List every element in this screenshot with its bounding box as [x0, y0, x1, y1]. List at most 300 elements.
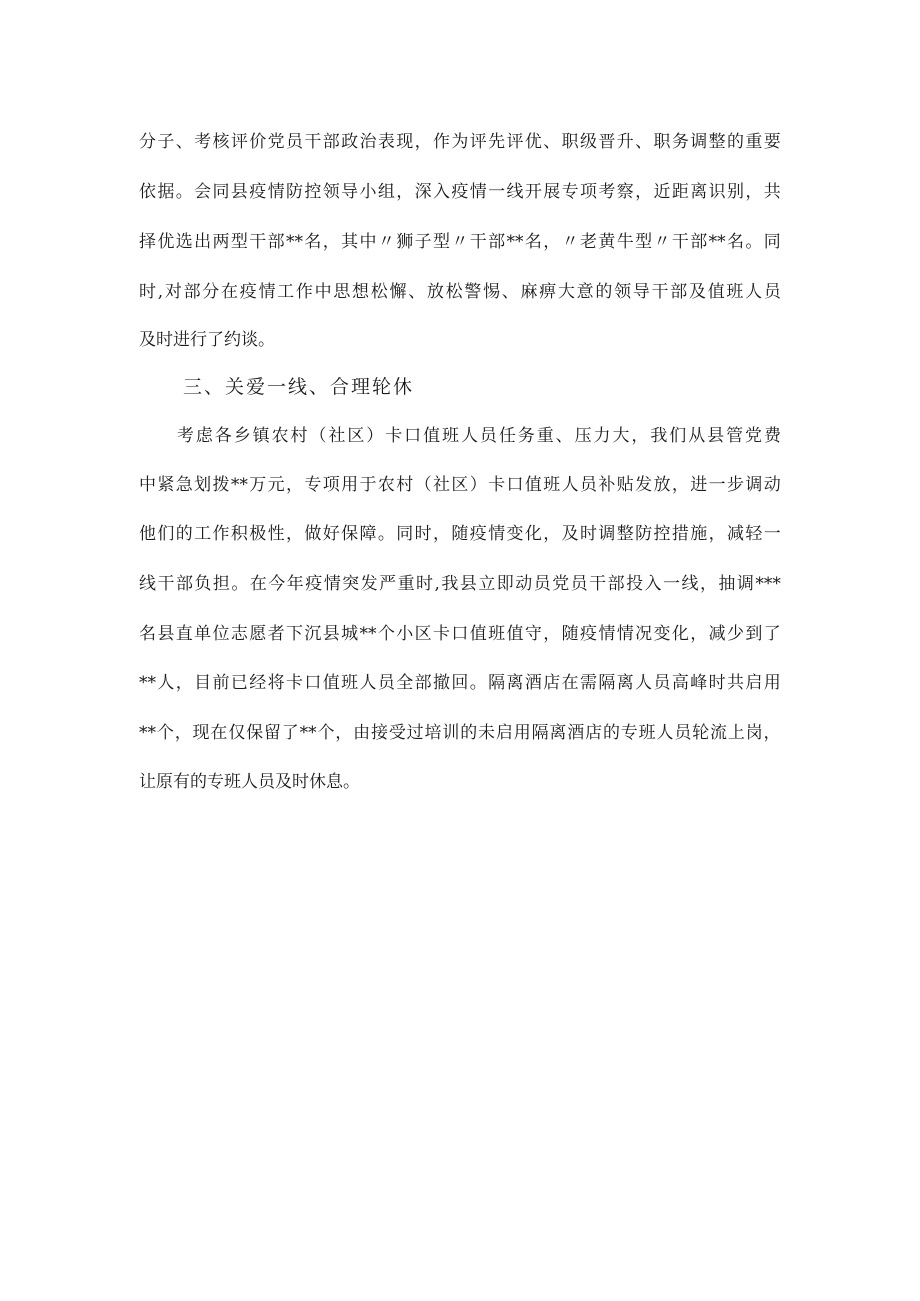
text-char: 务: [517, 426, 535, 446]
text-char: 的: [602, 723, 620, 743]
text-char: 贴: [616, 475, 634, 495]
text-char: 型: [230, 232, 248, 252]
text-char: 员: [580, 475, 597, 495]
text-char: 专: [620, 723, 638, 743]
text-char: 拨: [212, 475, 230, 495]
text-char: ，: [335, 723, 353, 743]
text-char: 部: [488, 232, 506, 252]
text-char: **: [299, 723, 317, 743]
text-char: 干: [671, 232, 689, 252]
text-char: 县: [459, 574, 477, 594]
text-char: 干: [651, 282, 669, 302]
text-char: 虑: [195, 426, 213, 446]
text-char: 近: [653, 182, 671, 202]
text-char: 控: [304, 182, 322, 202]
text-char: 值: [469, 624, 487, 644]
text-char: 的: [175, 524, 193, 544]
text-char: 现: [396, 132, 414, 152]
text-char: 干: [157, 574, 175, 594]
text-char: 个: [156, 723, 174, 743]
text-char: 化: [671, 624, 689, 644]
text-char: 表: [377, 132, 395, 152]
text-char: ，: [286, 475, 303, 495]
text-char: 班: [638, 723, 656, 743]
text-char: 发: [635, 475, 653, 495]
text-char: 政: [341, 132, 359, 152]
text-char: 情: [616, 624, 634, 644]
text-char: 。: [745, 232, 763, 252]
text-char: 晋: [598, 132, 616, 152]
text-char: 名: [524, 232, 542, 252]
text-char: 班: [488, 624, 506, 644]
text-char: 今: [268, 574, 286, 594]
text-char: 小: [396, 624, 414, 644]
text-char: 小: [359, 182, 377, 202]
text-char: 职: [561, 132, 579, 152]
text-char: ，: [543, 232, 561, 252]
text-char: 麻: [520, 282, 538, 302]
text-char: 补: [598, 475, 616, 495]
text-char: 个: [317, 723, 335, 743]
text-char: 人: [635, 673, 653, 693]
text-char: 放: [426, 282, 444, 302]
text-char: 岗: [745, 723, 763, 743]
text-char: 隔: [531, 723, 549, 743]
text-char: 共: [727, 673, 744, 693]
text-char: 轮: [692, 723, 710, 743]
text-char: 班: [726, 282, 744, 302]
text-char: 流: [710, 723, 727, 743]
text-char: 分: [202, 282, 220, 302]
text-char: ,: [434, 574, 440, 594]
text-char: 下: [286, 624, 303, 644]
text-char: 部: [670, 282, 688, 302]
text-char: 、: [543, 132, 561, 152]
text-char: 调: [598, 524, 616, 544]
paragraph-line: [139, 473, 781, 497]
text-char: 作: [295, 282, 313, 302]
text-char: 值: [707, 282, 725, 302]
text-char: 依: [139, 182, 156, 202]
text-char: 别: [727, 182, 744, 202]
text-char: 农: [377, 475, 395, 495]
text-char: 、: [175, 132, 193, 152]
text-char: 立: [478, 574, 496, 594]
text-char: 口: [304, 673, 322, 693]
text-char: ，: [699, 574, 717, 594]
paragraph-line: 及时进行了约谈。: [139, 330, 275, 350]
text-char: 时: [580, 524, 597, 544]
text-char: 情: [469, 182, 487, 202]
text-char: 时: [708, 673, 726, 693]
text-char: 部: [607, 574, 625, 594]
text-char: 牛: [616, 232, 634, 252]
paragraph-line: [139, 280, 781, 304]
text-char: 村: [290, 426, 308, 446]
text-char: 位: [212, 624, 230, 644]
text-char: 我: [650, 426, 668, 446]
text-char: 入: [644, 574, 662, 594]
text-char: 在: [221, 282, 238, 302]
text-char: 线: [506, 182, 524, 202]
text-char: 部: [322, 132, 340, 152]
text-char: 启: [745, 673, 763, 693]
text-char: 务: [671, 132, 689, 152]
text-char: 任: [498, 426, 516, 446]
text-char: 减: [708, 624, 726, 644]
text-char: 重: [536, 426, 554, 446]
text-char: 项: [322, 475, 340, 495]
text-char: 值: [506, 624, 524, 644]
text-char: 懈: [389, 282, 407, 302]
text-char: 仅: [228, 723, 246, 743]
paragraph-line: [139, 230, 781, 254]
text-char: 大: [557, 282, 575, 302]
text-char: 进: [690, 475, 708, 495]
text-char: 况: [635, 624, 653, 644]
text-char: 用: [513, 723, 531, 743]
text-char: 店: [543, 673, 561, 693]
text-char: 重: [397, 574, 415, 594]
text-char: 干: [304, 132, 322, 152]
text-char: 担: [212, 574, 230, 594]
text-char: 员: [377, 673, 395, 693]
text-char: 情: [323, 574, 341, 594]
text-char: 店: [585, 723, 603, 743]
text-char: 导: [632, 282, 650, 302]
text-char: ）: [469, 475, 487, 495]
text-char: 了: [763, 624, 781, 644]
text-char: 人: [157, 673, 175, 693]
text-char: 时: [414, 524, 432, 544]
text-char: 卡: [433, 624, 450, 644]
text-char: 距: [671, 182, 689, 202]
text-char: ***: [755, 574, 781, 594]
text-char: ，: [286, 524, 303, 544]
text-char: 型: [433, 232, 450, 252]
text-char: 即: [496, 574, 514, 594]
text-char: 经: [249, 673, 267, 693]
text-char: 回: [451, 673, 469, 693]
text-char: 防: [286, 182, 303, 202]
text-char: 保: [341, 524, 359, 544]
text-char: 调: [690, 132, 708, 152]
text-char: 费: [763, 426, 781, 446]
text-char: 卡: [385, 426, 403, 446]
text-char: 目: [194, 673, 212, 693]
text-char: 部: [175, 574, 193, 594]
text-char: 未: [478, 723, 496, 743]
text-char: 会: [194, 182, 212, 202]
text-char: 离: [616, 673, 634, 693]
text-char: 员: [533, 574, 551, 594]
text-char: 酒: [567, 723, 585, 743]
text-char: 减: [727, 524, 744, 544]
text-char: 训: [442, 723, 460, 743]
text-char: 撤: [433, 673, 450, 693]
text-char: 班: [543, 475, 561, 495]
text-char: ,: [157, 282, 164, 302]
text-char: 在: [561, 673, 579, 693]
text-char: 型: [635, 232, 653, 252]
text-char: 区: [451, 475, 469, 495]
text-char: 极: [249, 524, 267, 544]
text-char: 动: [763, 475, 781, 495]
text-char: 〃: [451, 232, 469, 252]
text-char: 评: [469, 132, 487, 152]
text-char: 留: [263, 723, 281, 743]
text-char: 领: [614, 282, 632, 302]
text-char: ，: [543, 524, 561, 544]
text-char: 隔: [598, 673, 616, 693]
text-char: 由: [353, 723, 371, 743]
text-char: 口: [404, 426, 422, 446]
text-char: 优: [524, 132, 542, 152]
text-char: 先: [488, 132, 506, 152]
text-char: 线: [139, 574, 156, 594]
text-char: ，: [690, 624, 708, 644]
text-char: 组: [377, 182, 395, 202]
text-char: 名: [727, 232, 744, 252]
text-char: 者: [267, 624, 285, 644]
text-char: 障: [359, 524, 377, 544]
text-char: 全: [396, 673, 414, 693]
text-char: 高: [671, 673, 689, 693]
text-char: 用: [341, 475, 359, 495]
text-char: 突: [342, 574, 360, 594]
text-char: 已: [230, 673, 248, 693]
text-char: 子: [157, 132, 175, 152]
text-char: 核: [212, 132, 230, 152]
text-char: ，: [671, 475, 689, 495]
text-char: 干: [589, 574, 607, 594]
text-char: 察: [616, 182, 634, 202]
text-char: 村: [396, 475, 414, 495]
text-char: 将: [267, 673, 285, 693]
paragraph-line: [139, 622, 781, 646]
text-char: 时: [139, 282, 156, 302]
text-char: 个: [377, 624, 395, 644]
text-char: 值: [524, 475, 542, 495]
text-char: 老: [580, 232, 597, 252]
text-char: 评: [230, 132, 248, 152]
text-char: 步: [727, 475, 744, 495]
text-char: 一: [763, 524, 781, 544]
text-char: 职: [653, 132, 671, 152]
text-char: 、: [501, 282, 519, 302]
section-heading: 三、关爱一线、合理轮休: [183, 376, 415, 398]
text-char: 、: [635, 132, 653, 152]
text-char: 及: [561, 524, 579, 544]
text-char: 他: [139, 524, 156, 544]
text-char: 人: [561, 475, 579, 495]
text-char: 。: [469, 673, 487, 693]
paragraph-line: [139, 671, 781, 695]
text-char: 领: [322, 182, 340, 202]
text-char: 发: [360, 574, 378, 594]
text-char: ，: [433, 524, 450, 544]
text-char: 峰: [690, 673, 708, 693]
text-char: 干: [249, 232, 267, 252]
text-char: 在: [210, 723, 228, 743]
text-char: 们: [157, 524, 175, 544]
text-char: ，: [635, 182, 653, 202]
text-char: 管: [726, 426, 744, 446]
text-char: 在: [249, 574, 267, 594]
text-char: 为: [451, 132, 469, 152]
text-char: 优: [157, 232, 175, 252]
text-char: 员: [570, 574, 588, 594]
text-char: 开: [524, 182, 542, 202]
text-char: 要: [763, 132, 781, 152]
text-char: 作: [433, 132, 450, 152]
text-char: 用: [763, 673, 781, 693]
text-char: 班: [442, 426, 459, 446]
text-char: 社: [328, 426, 346, 446]
text-char: 、: [555, 426, 573, 446]
text-char: 离: [506, 673, 524, 693]
text-char: 上: [727, 723, 745, 743]
text-char: 惕: [483, 282, 501, 302]
text-char: ，: [175, 673, 193, 693]
text-char: 培: [424, 723, 442, 743]
text-char: ，: [763, 723, 781, 743]
text-char: ，: [745, 182, 763, 202]
text-char: 农: [271, 426, 289, 446]
text-char: 一: [663, 574, 680, 594]
text-char: 作: [212, 524, 230, 544]
text-char: 县: [230, 182, 248, 202]
text-char: 措: [671, 524, 689, 544]
text-char: 共: [763, 182, 781, 202]
text-char: 线: [681, 574, 699, 594]
text-char: 名: [304, 232, 322, 252]
text-char: 到: [745, 624, 763, 644]
text-char: 出: [194, 232, 212, 252]
text-char: 专: [304, 475, 322, 495]
text-char: 疫: [469, 524, 487, 544]
text-char: 〃: [653, 232, 671, 252]
text-char: 变: [506, 524, 524, 544]
text-char: 受: [388, 723, 406, 743]
text-char: ，: [174, 723, 192, 743]
text-char: 同: [763, 232, 781, 252]
text-char: 接: [370, 723, 388, 743]
text-char: ，: [396, 182, 414, 202]
text-char: 同: [396, 524, 414, 544]
text-char: 轻: [745, 524, 763, 544]
text-char: 乡: [233, 426, 251, 446]
text-char: **: [230, 475, 248, 495]
text-char: 评: [506, 132, 524, 152]
text-char: 于: [359, 475, 377, 495]
text-char: 择: [139, 232, 156, 252]
text-char: 我: [441, 574, 459, 594]
text-char: 员: [286, 132, 303, 152]
text-char: ，: [414, 132, 432, 152]
text-char: 员: [763, 282, 781, 302]
text-char: 。: [231, 574, 249, 594]
text-char: 员: [653, 673, 671, 693]
text-char: 镇: [252, 426, 270, 446]
text-char: 严: [379, 574, 397, 594]
text-char: 口: [506, 475, 524, 495]
text-char: 部: [267, 232, 285, 252]
text-char: ，: [631, 426, 649, 446]
text-char: **: [506, 232, 524, 252]
text-char: 随: [561, 624, 579, 644]
text-char: 年: [286, 574, 304, 594]
text-char: 施: [690, 524, 708, 544]
text-char: 人: [359, 673, 377, 693]
text-char: 隔: [488, 673, 506, 693]
text-char: 值: [322, 673, 340, 693]
text-char: 愿: [249, 624, 267, 644]
text-char: 升: [616, 132, 634, 152]
paragraph-line: [139, 721, 781, 745]
text-char: 考: [194, 132, 212, 152]
text-char: 好: [322, 524, 340, 544]
text-char: 大: [612, 426, 630, 446]
text-char: 据: [157, 182, 175, 202]
text-char: 疫: [239, 282, 257, 302]
text-char: 同: [212, 182, 230, 202]
text-char: 动: [515, 574, 533, 594]
text-char: 少: [727, 624, 744, 644]
text-char: 深: [414, 182, 432, 202]
text-char: 展: [543, 182, 561, 202]
text-char: 导: [341, 182, 359, 202]
text-char: 人: [656, 723, 674, 743]
text-char: 调: [736, 574, 754, 594]
text-char: 中: [314, 282, 332, 302]
text-char: 专: [561, 182, 579, 202]
text-char: 酒: [524, 673, 542, 693]
text-char: 中: [139, 475, 156, 495]
paragraph-line: [139, 572, 781, 596]
text-char: 的: [460, 723, 478, 743]
text-char: 县: [157, 624, 175, 644]
text-char: 县: [322, 624, 340, 644]
text-char: 级: [580, 132, 597, 152]
text-char: 启: [495, 723, 513, 743]
text-char: （: [309, 426, 327, 446]
text-char: 选: [175, 232, 193, 252]
text-char: 识: [708, 182, 726, 202]
text-char: 直: [175, 624, 193, 644]
text-char: 抽: [718, 574, 736, 594]
text-char: 员: [674, 723, 692, 743]
text-char: [139, 424, 156, 448]
text-char: 想: [352, 282, 370, 302]
text-char: 区: [347, 426, 365, 446]
text-char: 项: [580, 182, 597, 202]
text-char: 元: [267, 475, 285, 495]
text-char: 疫: [580, 624, 597, 644]
text-char: 两: [212, 232, 230, 252]
text-char: 单: [194, 624, 212, 644]
paragraph-line: [139, 130, 781, 154]
text-char: 一: [488, 182, 506, 202]
text-char: 中: [359, 232, 377, 252]
text-char: ，: [708, 524, 726, 544]
text-char: 情: [488, 524, 506, 544]
text-char: 疫: [305, 574, 323, 594]
text-char: 、: [408, 282, 426, 302]
text-char: 疫: [249, 182, 267, 202]
text-char: 县: [707, 426, 725, 446]
text-char: 紧: [157, 475, 175, 495]
